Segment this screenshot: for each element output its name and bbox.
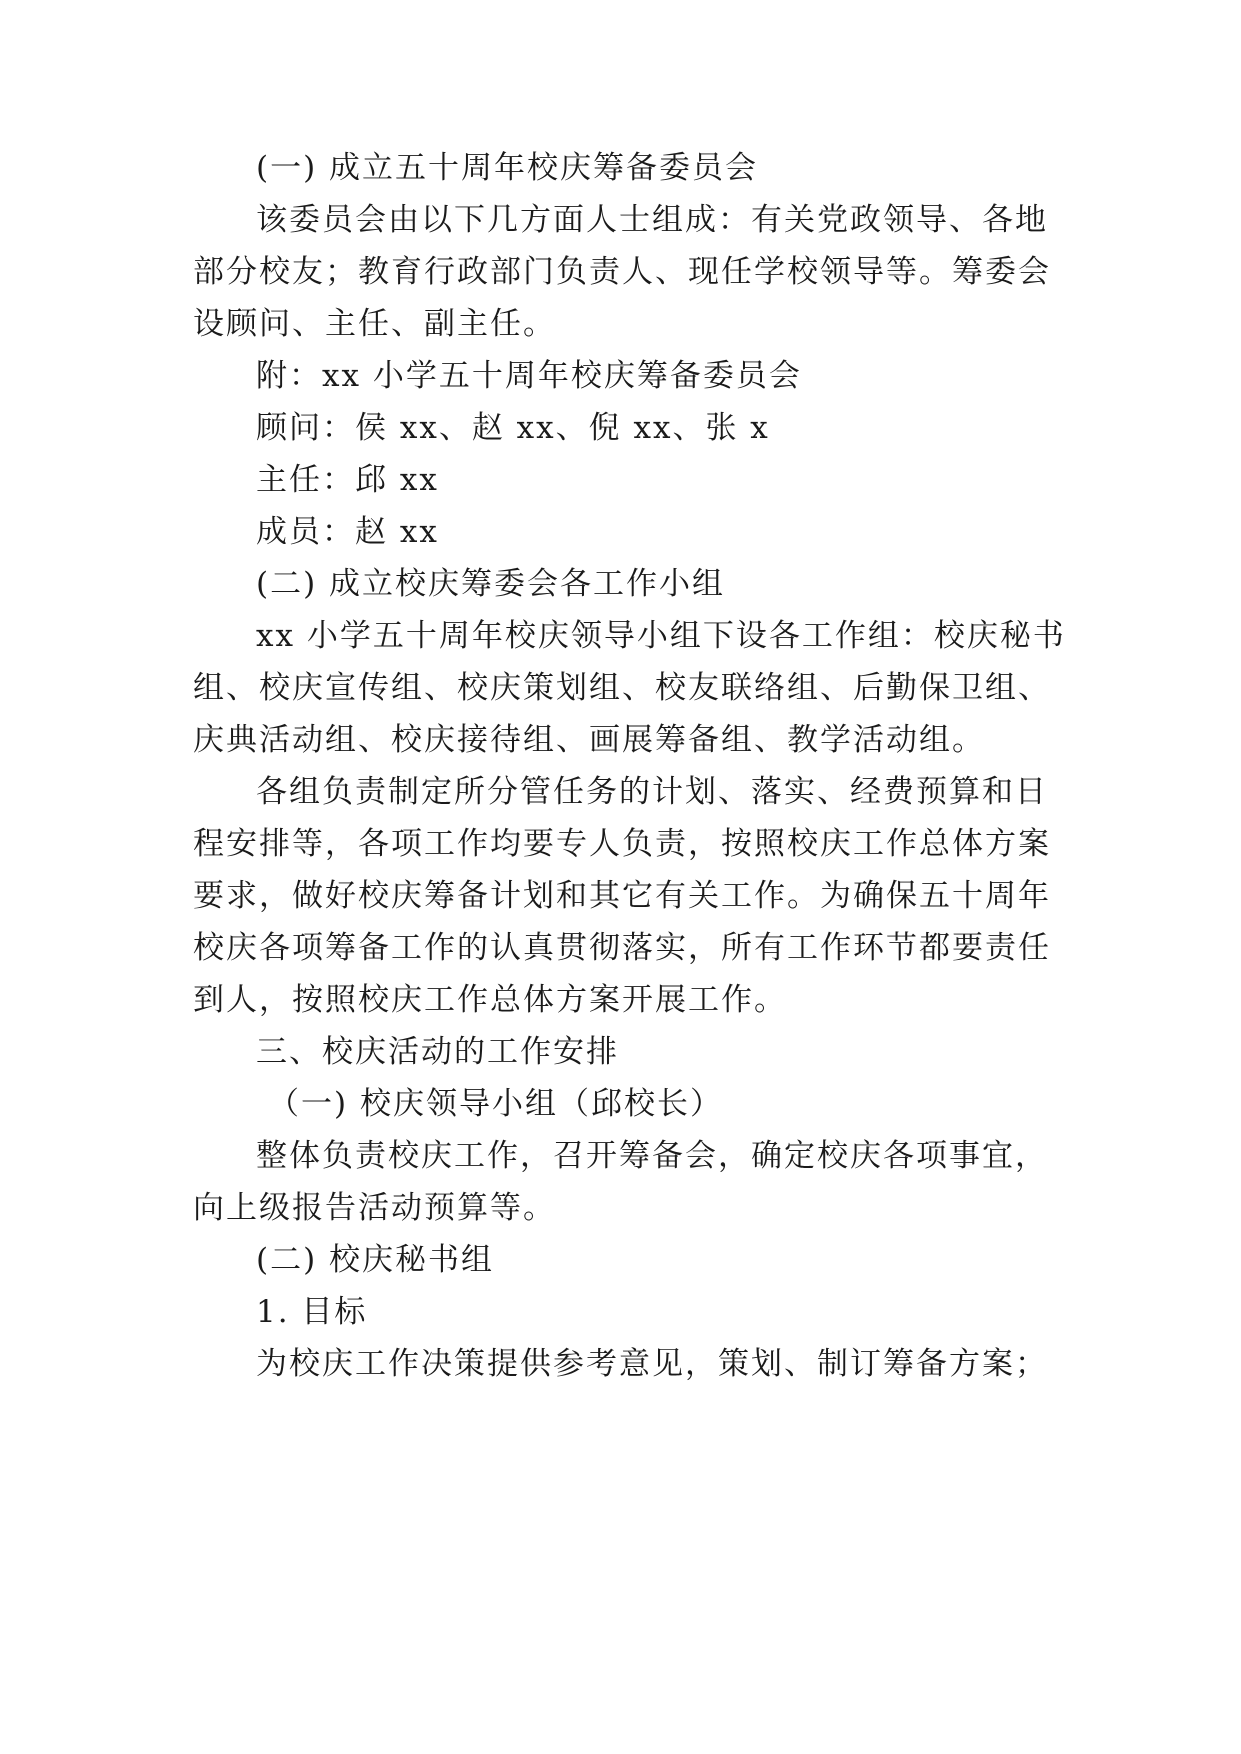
- paragraph-line: 组、校庆宣传组、校庆策划组、校友联络组、后勤保卫组、: [193, 670, 1051, 706]
- paragraph-line: 要求，做好校庆筹备计划和其它有关工作。为确保五十周年: [193, 878, 1051, 914]
- paragraph-line: 为校庆工作决策提供参考意见，策划、制订筹备方案；: [256, 1346, 1048, 1382]
- paragraph-line: 设顾问、主任、副主任。: [193, 306, 556, 342]
- section-heading: (一) 成立五十周年校庆筹备委员会: [256, 150, 759, 186]
- appendix-title: 附：xx 小学五十周年校庆筹备委员会: [256, 358, 802, 394]
- paragraph-line: 向上级报告活动预算等。: [193, 1190, 556, 1226]
- list-item-heading: 1. 目标: [256, 1294, 368, 1330]
- paragraph-line: 到人，按照校庆工作总体方案开展工作。: [193, 982, 787, 1018]
- paragraph-line: 整体负责校庆工作，召开筹备会，确定校庆各项事宜，: [256, 1138, 1048, 1174]
- paragraph-line: 程安排等，各项工作均要专人负责，按照校庆工作总体方案: [193, 826, 1051, 862]
- paragraph-line: 部分校友；教育行政部门负责人、现任学校领导等。筹委会: [193, 254, 1051, 290]
- paragraph-line: 该委员会由以下几方面人士组成：有关党政领导、各地: [256, 202, 1048, 238]
- subsection-heading: (二) 校庆秘书组: [256, 1242, 495, 1278]
- advisors-line: 顾问：侯 xx、赵 xx、倪 xx、张 x: [256, 410, 770, 446]
- section-heading: 三、校庆活动的工作安排: [256, 1034, 619, 1070]
- director-line: 主任：邱 xx: [256, 462, 439, 498]
- section-heading: (二) 成立校庆筹委会各工作小组: [256, 566, 726, 602]
- paragraph-line: 校庆各项筹备工作的认真贯彻落实，所有工作环节都要责任: [193, 930, 1051, 966]
- paragraph-line: xx 小学五十周年校庆领导小组下设各工作组：校庆秘书: [256, 618, 1066, 654]
- subsection-heading: （一) 校庆领导小组（邱校长）: [268, 1086, 723, 1122]
- paragraph-line: 庆典活动组、校庆接待组、画展筹备组、教学活动组。: [193, 722, 985, 758]
- members-line: 成员：赵 xx: [256, 514, 439, 550]
- paragraph-line: 各组负责制定所分管任务的计划、落实、经费预算和日: [256, 774, 1048, 810]
